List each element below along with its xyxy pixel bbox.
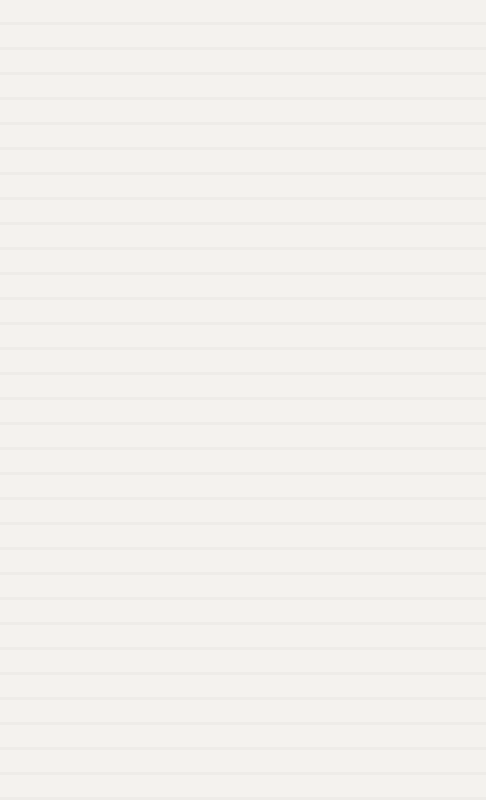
page-body (40, 90, 446, 104)
